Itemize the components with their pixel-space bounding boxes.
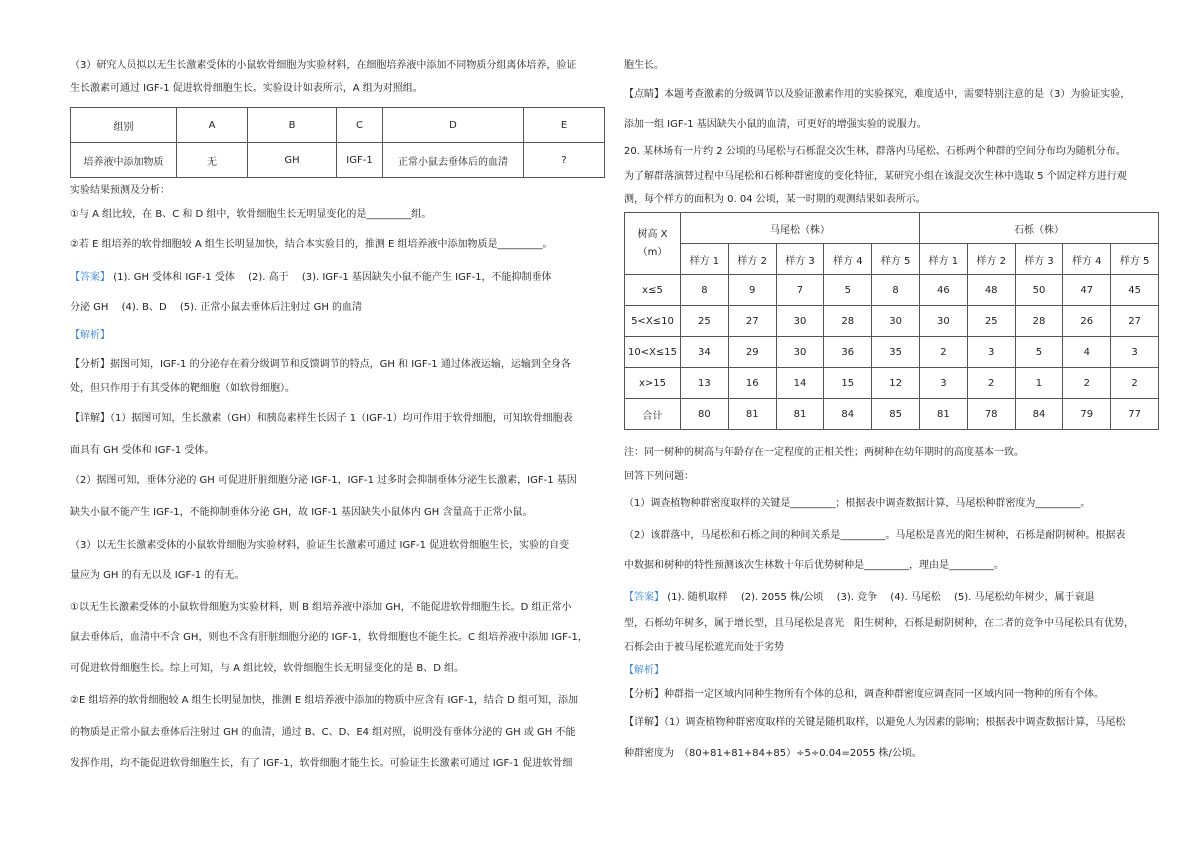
table-cell: 3	[1111, 337, 1159, 368]
table-row	[625, 275, 1159, 306]
answer-text: (1). GH 受体和 IGF-1 受体 (2). 高于 (3). IGF-1 基因缺失小鼠不能产生 IGF-1，不能抑制垂体	[113, 272, 552, 283]
p4-line-1: ①以无生长激素受体的小鼠软骨细胞为实验材料，则 B 组培养液中添加 GH，不能促进软骨细胞生长。D 组正常小	[70, 602, 572, 613]
table-header-row	[71, 108, 605, 143]
subheader-cell: 样方 5	[872, 244, 920, 275]
predict-title: 实验结果预测及分析：	[70, 185, 170, 196]
p2-line-2: 缺失小鼠不能产生 IGF-1，不能抑制垂体分泌 GH，故 IGF-1 基因缺失小鼠体内 GH 含量高于正常小鼠。	[70, 507, 533, 518]
q3-intro-line-1: （3）研究人员拟以无生长激素受体的小鼠软骨细胞为实验材料，在细胞培养液中添加不同物质分组离体培养，验证	[70, 60, 577, 71]
table-cell: 组别	[71, 108, 177, 143]
subheader-cell: 样方 2	[728, 244, 776, 275]
table-cell: 30	[776, 306, 824, 337]
table-cell: 9	[728, 275, 776, 306]
table-cell: A	[177, 108, 248, 143]
table-cell: 1	[1015, 368, 1063, 399]
answer-line-3: 石栎会由于被马尾松遮光而处于劣势	[624, 642, 784, 653]
table-row	[625, 399, 1159, 430]
answer-line-2: 型，石栎幼年树多，属于增长型，且马尾松是喜光 阳生树种，石栎是耐阴树种，在二者的竞争中马尾松具有优势，	[624, 618, 1134, 629]
table-note: 注：同一树种的树高与年龄存在一定程度的正相关性；两树种在幼年期时的高度基本一致。	[624, 447, 1024, 458]
table-cell: 2	[967, 368, 1015, 399]
p3-line-2: 量应为 GH 的有无以及 IGF-1 的有无。	[70, 570, 245, 581]
table-cell: C	[337, 108, 383, 143]
fenxi-line-1: 【分析】据图可知，IGF-1 的分泌存在着分级调节和反馈调节的特点，GH 和 IGF-1 通过体液运输，运输到全身各	[70, 359, 571, 370]
xiangjie-line-2: 面具有 GH 受体和 IGF-1 受体。	[70, 445, 215, 456]
table-cell: 46	[919, 275, 967, 306]
predict-2: ②若 E 组培养的软骨细胞较 A 组生长明显加快，结合本实验目的，推测 E 组培养液中添加物质是_________。	[70, 239, 553, 250]
q20-line-1: 20. 某林场有一片约 2 公顷的马尾松与石栎混交次生林，群落内马尾松、石栎两个种群的空间分布均为随机分布。	[624, 146, 1126, 157]
table-corner-cell	[625, 213, 681, 275]
table-cell: 35	[872, 337, 920, 368]
corner-label-2: （m）	[637, 246, 668, 258]
table-cell: 2	[919, 337, 967, 368]
p4-line-2: 鼠去垂体后，血清中不含 GH，则也不含有肝脏细胞分泌的 IGF-1，软骨细胞也不能生长。C 组培养液中添加 IGF-1，	[70, 632, 588, 643]
table-cell: 34	[681, 337, 729, 368]
jiexi-tag: 【解析】	[70, 330, 110, 341]
q1-line: （1）调查植物种群密度取样的关键是_________；根据表中调查数据计算，马尾松种群密度为_________。	[624, 498, 1091, 509]
table-cell: 30	[872, 306, 920, 337]
group-header-masson-pine: 马尾松（株）	[681, 213, 920, 244]
answer-tag: 【答案】	[70, 272, 110, 283]
row-label: x>15	[625, 368, 681, 399]
p3-line-1: （3）以无生长激素受体的小鼠软骨细胞为实验材料，验证生长激素可通过 IGF-1 促进软骨细胞生长，实验的自变	[70, 540, 570, 551]
group-header-lithocarpus: 石栎（株）	[919, 213, 1158, 244]
xiangjie-line-1: 【详解】（1）据图可知，生长激素（GH）和胰岛素样生长因子 1（IGF-1）均可作用于软骨细胞，可知软骨细胞表	[70, 413, 573, 424]
table-row	[625, 337, 1159, 368]
table-cell: 85	[872, 399, 920, 430]
table-cell: E	[524, 108, 605, 143]
row-label: 10<X≤15	[625, 337, 681, 368]
table-cell: 8	[872, 275, 920, 306]
subheader-cell: 样方 3	[1015, 244, 1063, 275]
table-cell: 8	[681, 275, 729, 306]
table-cell: 培养液中添加物质	[71, 143, 177, 178]
table-cell: 47	[1063, 275, 1111, 306]
table-cell: 27	[1111, 306, 1159, 337]
xiangjie-line-1: 【详解】（1）调查植物种群密度取样的关键是随机取样，以避免人为因素的影响；根据表中调查数据计算，马尾松	[624, 717, 1126, 728]
jiexi-tag: 【解析】	[624, 665, 664, 676]
table-cell: 无	[177, 143, 248, 178]
table-cell: 25	[681, 306, 729, 337]
corner-label-1: 树高 X	[637, 228, 668, 240]
table-row	[625, 306, 1159, 337]
q2-line-1: （2）该群落中，马尾松和石栎之间的种间关系是_________。马尾松是喜光的阳生树种，石栎是耐阴树种。根据表	[624, 530, 1126, 541]
table-cell: 36	[824, 337, 872, 368]
experiment-table	[70, 107, 605, 178]
table-cell: 30	[919, 306, 967, 337]
table-cell: IGF-1	[337, 143, 383, 178]
xiangjie-line-2: 种群密度为 （80+81+81+84+85）÷5÷0.04=2055 株/公顷。	[624, 748, 922, 759]
table-row	[71, 143, 605, 178]
continuation-text: 胞生长。	[624, 60, 664, 71]
dianjing-line-2: 添加一组 IGF-1 基因缺失小鼠的血清，可更好的增强实验的说服力。	[624, 119, 927, 130]
table-cell: 2	[1063, 368, 1111, 399]
table-cell: 25	[967, 306, 1015, 337]
subheader-cell: 样方 1	[919, 244, 967, 275]
table-cell: D	[383, 108, 524, 143]
q2-line-2: 中数据和树种的特性预测该次生林数十年后优势树种是_________，理由是_________。	[624, 560, 1004, 571]
table-cell: 27	[728, 306, 776, 337]
table-cell: 79	[1063, 399, 1111, 430]
subheader-cell: 样方 4	[824, 244, 872, 275]
answer-prompt: 回答下列问题：	[624, 471, 694, 482]
table-cell: 84	[824, 399, 872, 430]
p4-line-3: 可促进软骨细胞生长。综上可知，与 A 组比较，软骨细胞生长无明显变化的是 B、D 组。	[70, 663, 465, 674]
fenxi-line: 【分析】种群指一定区域内同种生物所有个体的总和，调查种群密度应调查同一区域内同一物种的所有个体。	[624, 689, 1104, 700]
table-header-row	[625, 213, 1159, 244]
table-cell: 7	[776, 275, 824, 306]
table-cell: 16	[728, 368, 776, 399]
subheader-cell: 样方 3	[776, 244, 824, 275]
row-label: 5<X≤10	[625, 306, 681, 337]
subheader-cell: 样方 2	[967, 244, 1015, 275]
table-cell: 28	[1015, 306, 1063, 337]
row-label: x≤5	[625, 275, 681, 306]
p5-line-2: 的物质是正常小鼠去垂体后注射过 GH 的血清，通过 B、C、D、E4 组对照，说明没有垂体分泌的 GH 或 GH 不能	[70, 727, 576, 738]
table-cell: 26	[1063, 306, 1111, 337]
table-cell: 50	[1015, 275, 1063, 306]
q3-intro-line-2: 生长激素可通过 IGF-1 促进软骨细胞生长。实验设计如表所示，A 组为对照组。	[70, 83, 423, 94]
q20-line-2: 为了解群落演替过程中马尾松和石栎种群密度的变化特征，某研究小组在该混交次生林中选取 5 个固定样方进行观	[624, 171, 1127, 182]
fenxi-line-2: 处，但只作用于有其受体的靶细胞（如软骨细胞）。	[70, 383, 295, 394]
table-cell: 81	[728, 399, 776, 430]
answer-line-1	[70, 271, 552, 285]
answer-text: (1). 随机取样 (2). 2055 株/公顷 (3). 竞争 (4). 马尾松 (5). 马尾松幼年树少，属于衰退	[667, 592, 1095, 603]
table-cell: 84	[1015, 399, 1063, 430]
answer-line-2: 分泌 GH (4). B、D (5). 正常小鼠去垂体后注射过 GH 的血清	[70, 302, 363, 313]
table-cell: 3	[967, 337, 1015, 368]
table-cell: 28	[824, 306, 872, 337]
p2-line-1: （2）据图可知，垂体分泌的 GH 可促进肝脏细胞分泌 IGF-1，IGF-1 过多时会抑制垂体分泌生长激素，IGF-1 基因	[70, 475, 577, 486]
table-cell: 81	[919, 399, 967, 430]
table-cell: GH	[248, 143, 337, 178]
table-cell: 45	[1111, 275, 1159, 306]
table-cell: 5	[1015, 337, 1063, 368]
table-cell: 3	[919, 368, 967, 399]
answer-line-1	[624, 591, 1095, 605]
answer-tag: 【答案】	[624, 592, 664, 603]
subheader-cell: 样方 5	[1111, 244, 1159, 275]
q20-line-3: 测，每个样方的面积为 0. 04 公顷，某一时期的观测结果如表所示。	[624, 194, 926, 205]
table-cell: 80	[681, 399, 729, 430]
table-cell: 48	[967, 275, 1015, 306]
table-cell: 12	[872, 368, 920, 399]
table-cell: B	[248, 108, 337, 143]
predict-1: ①与 A 组比较，在 B、C 和 D 组中，软骨细胞生长无明显变化的是_________组。	[70, 209, 432, 220]
subheader-cell: 样方 1	[681, 244, 729, 275]
p5-line-1: ②E 组培养的软骨细胞较 A 组生长明显加快，推测 E 组培养液中添加的物质中应含有 IGF-1，结合 D 组可知，添加	[70, 695, 578, 706]
table-cell: 15	[824, 368, 872, 399]
table-cell: 77	[1111, 399, 1159, 430]
table-cell: 13	[681, 368, 729, 399]
table-cell: 29	[728, 337, 776, 368]
table-cell: 正常小鼠去垂体后的血清	[383, 143, 524, 178]
table-cell: 4	[1063, 337, 1111, 368]
tree-count-table	[624, 212, 1159, 430]
table-cell: 78	[967, 399, 1015, 430]
table-cell: 2	[1111, 368, 1159, 399]
table-row	[625, 368, 1159, 399]
dianjing-line-1: 【点睛】本题考查激素的分级调节以及验证激素作用的实验探究，难度适中，需要特别注意的是（3）为验证实验，	[624, 89, 1131, 100]
table-cell: 5	[824, 275, 872, 306]
row-label: 合计	[625, 399, 681, 430]
table-cell: 14	[776, 368, 824, 399]
table-cell: 81	[776, 399, 824, 430]
subheader-cell: 样方 4	[1063, 244, 1111, 275]
table-cell: 30	[776, 337, 824, 368]
p5-line-3: 发挥作用，均不能促进软骨细胞生长，有了 IGF-1，软骨细胞才能生长。可验证生长激素可通过 IGF-1 促进软骨细	[70, 758, 573, 769]
table-cell: ?	[524, 143, 605, 178]
table-subheader-row	[625, 244, 1159, 275]
